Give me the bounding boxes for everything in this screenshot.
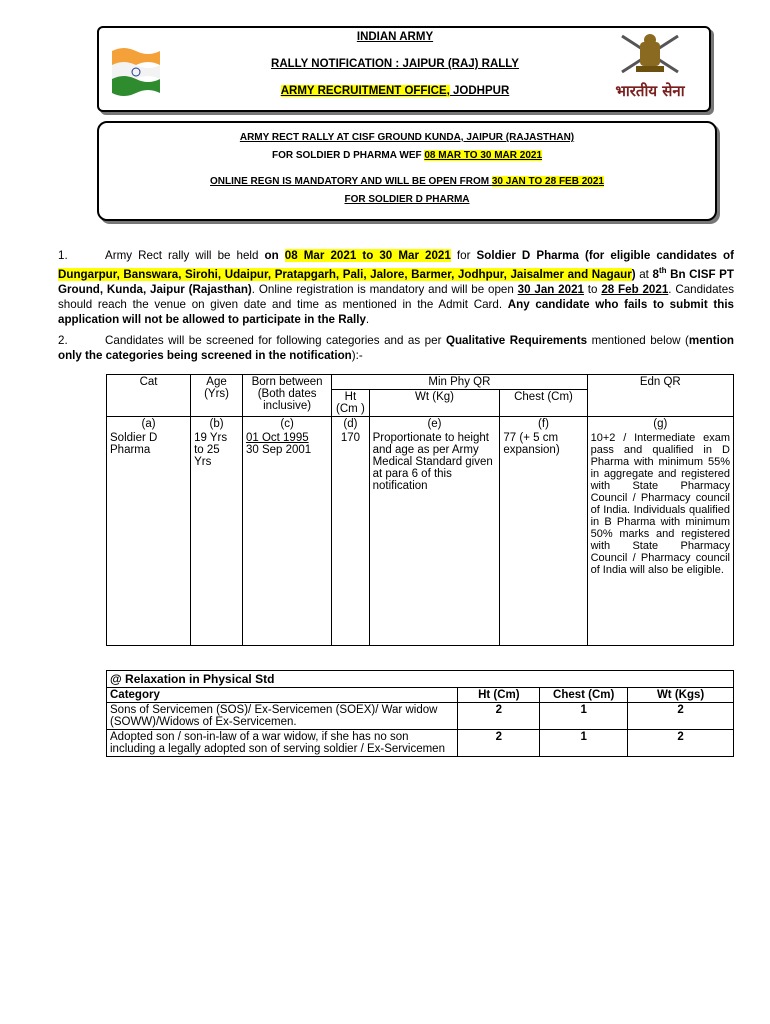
summary-dates-highlight: 08 MAR TO 30 MAR 2021 — [424, 150, 543, 161]
col-header-edn: Edn QR — [587, 375, 733, 417]
qualification-table — [106, 374, 734, 646]
para1-text: for — [450, 249, 477, 262]
cell-age: 19 Yrs to 25 Yrs — [191, 431, 243, 645]
col-header-age: Age (Yrs) — [191, 375, 243, 417]
sub-label: (e) — [369, 417, 500, 432]
sub-label: (c) — [242, 417, 331, 432]
cell-edn: 10+2 / Intermediate exam pass and qualified in D Pharma with minimum 55% in aggregate and registered with State Pharmacy Council / Pharmacy council of India. Individuals qualified in B Pharma with minimum 50% marks and registered with State Pharmacy Council / Pharmacy council of India will also be eligible. — [587, 431, 733, 645]
born-to: 30 Sep 2001 — [245, 444, 312, 456]
header-title: INDIAN ARMY — [356, 31, 434, 43]
header-office — [200, 85, 590, 97]
para-number: 1. — [58, 249, 68, 262]
para2-text: mentioned below ( — [587, 334, 689, 347]
col-header-ht: Ht (Cm ) — [332, 390, 369, 417]
table-row — [107, 431, 734, 645]
para1-venue: Bn CISF PT Ground, Kunda, Jaipur (Rajasthan) — [58, 267, 734, 296]
relax-ht: 2 — [458, 703, 540, 730]
header-office-highlight: ARMY RECRUITMENT OFFICE, — [280, 85, 450, 97]
header-office-city: JODHPUR — [449, 85, 510, 97]
relax-chest: 1 — [540, 703, 628, 730]
cell-cat: Soldier D Pharma — [107, 431, 191, 645]
born-from: 01 Oct 1995 — [245, 432, 309, 444]
cell-born — [242, 431, 331, 645]
relax-header-category: Category — [107, 688, 458, 703]
summary-venue: ARMY RECT RALLY AT CISF GROUND KUNDA, JAIPUR (RAJASTHAN) — [239, 132, 575, 143]
relax-header-chest: Chest (Cm) — [540, 688, 628, 703]
para1-text: . Candidates should reach the venue on given date and time as mentioned in the Admit Card. — [58, 282, 734, 311]
cell-wt: Proportionate to height and age as per Army Medical Standard given at para 6 of this notification — [369, 431, 500, 645]
lion-emblem-icon — [600, 28, 700, 78]
para1-dates: 08 Mar 2021 to 30 Mar 2021 — [284, 249, 451, 262]
para1-text: . Online registration is mandatory and will be open — [251, 282, 518, 296]
sub-label: (a) — [107, 417, 191, 432]
para1-text: ) — [631, 267, 636, 281]
col-header-min-phy: Min Phy QR — [332, 375, 587, 390]
paragraph-1 — [58, 248, 734, 327]
relaxation-table — [106, 670, 734, 757]
para2-text: ):- — [351, 349, 363, 362]
cell-ht: 170 — [332, 431, 369, 645]
para1-text: at — [635, 267, 653, 281]
col-header-born: Born between (Both dates inclusive) — [242, 375, 331, 417]
table-subheader-row — [107, 417, 734, 432]
summary-dates-label: FOR SOLDIER D PHARMA WEF — [271, 150, 425, 161]
para2-text: mention only the categories being screened in the notification — [58, 334, 734, 362]
emblem-text: भारतीय सेना — [615, 82, 685, 100]
relax-wt: 2 — [628, 730, 734, 757]
para1-text: Soldier D Pharma (for eligible candidates of — [476, 249, 734, 262]
para1-text: Army Rect rally will be held — [105, 249, 265, 262]
relax-header-ht: Ht (Cm) — [458, 688, 540, 703]
para2-text: Qualitative Requirements — [445, 334, 588, 347]
para1-text: 8 — [652, 267, 659, 281]
para1-text: on — [264, 249, 285, 262]
para1-warning: Any candidate who fails to submit this application will not be allowed to participate in the Rally — [58, 297, 735, 326]
para1-text: to — [583, 282, 602, 296]
col-header-wt: Wt (Kg) — [369, 390, 500, 417]
relax-category: Adopted son / son-in-law of a war widow, if she has no son including a legally adopted son of serving soldier / Ex-Servicemen — [107, 730, 458, 757]
cell-chest: 77 (+ 5 cm expansion) — [500, 431, 587, 645]
relax-header-wt: Wt (Kgs) — [628, 688, 734, 703]
para1-text: . — [365, 312, 370, 326]
relax-chest: 1 — [540, 730, 628, 757]
relaxation-title: @ Relaxation in Physical Std — [107, 671, 734, 688]
sub-label: (d) — [332, 417, 369, 432]
paragraph-2 — [58, 333, 734, 363]
para1-regn-close: 28 Feb 2021 — [601, 282, 669, 296]
para-number: 2. — [58, 334, 68, 347]
sub-label: (f) — [500, 417, 587, 432]
summary-dates — [100, 150, 714, 161]
para1-text: th — [658, 266, 667, 275]
indian-flag-icon — [110, 43, 162, 99]
col-header-cat: Cat — [107, 375, 191, 417]
sub-label: (g) — [587, 417, 733, 432]
summary-regn-label: ONLINE REGN IS MANDATORY AND WILL BE OPEN FROM — [210, 176, 492, 187]
para1-regn-open: 30 Jan 2021 — [517, 282, 584, 296]
para2-text: Candidates will be screened for following categories and as per — [105, 334, 446, 347]
summary-regn-highlight: 30 JAN TO 28 FEB 2021 — [491, 176, 604, 187]
sub-label: (b) — [191, 417, 243, 432]
summary-category: FOR SOLDIER D PHARMA — [344, 194, 470, 205]
header-rally: RALLY NOTIFICATION : JAIPUR (RAJ) RALLY — [271, 58, 519, 70]
para1-districts: Dungarpur, Banswara, Sirohi, Udaipur, Pratapgarh, Pali, Jalore, Barmer, Jodhpur, Jaisalmer and Nagaur — [58, 267, 632, 281]
army-emblem — [600, 28, 700, 106]
table-row — [107, 730, 734, 757]
relax-category: Sons of Servicemen (SOS)/ Ex-Servicemen (SOEX)/ War widow (SOWW)/Widows of Ex-Servicemen. — [107, 703, 458, 730]
relax-wt: 2 — [628, 703, 734, 730]
relax-ht: 2 — [458, 730, 540, 757]
table-row — [107, 703, 734, 730]
col-header-chest: Chest (Cm) — [500, 390, 587, 417]
summary-regn — [100, 176, 714, 187]
